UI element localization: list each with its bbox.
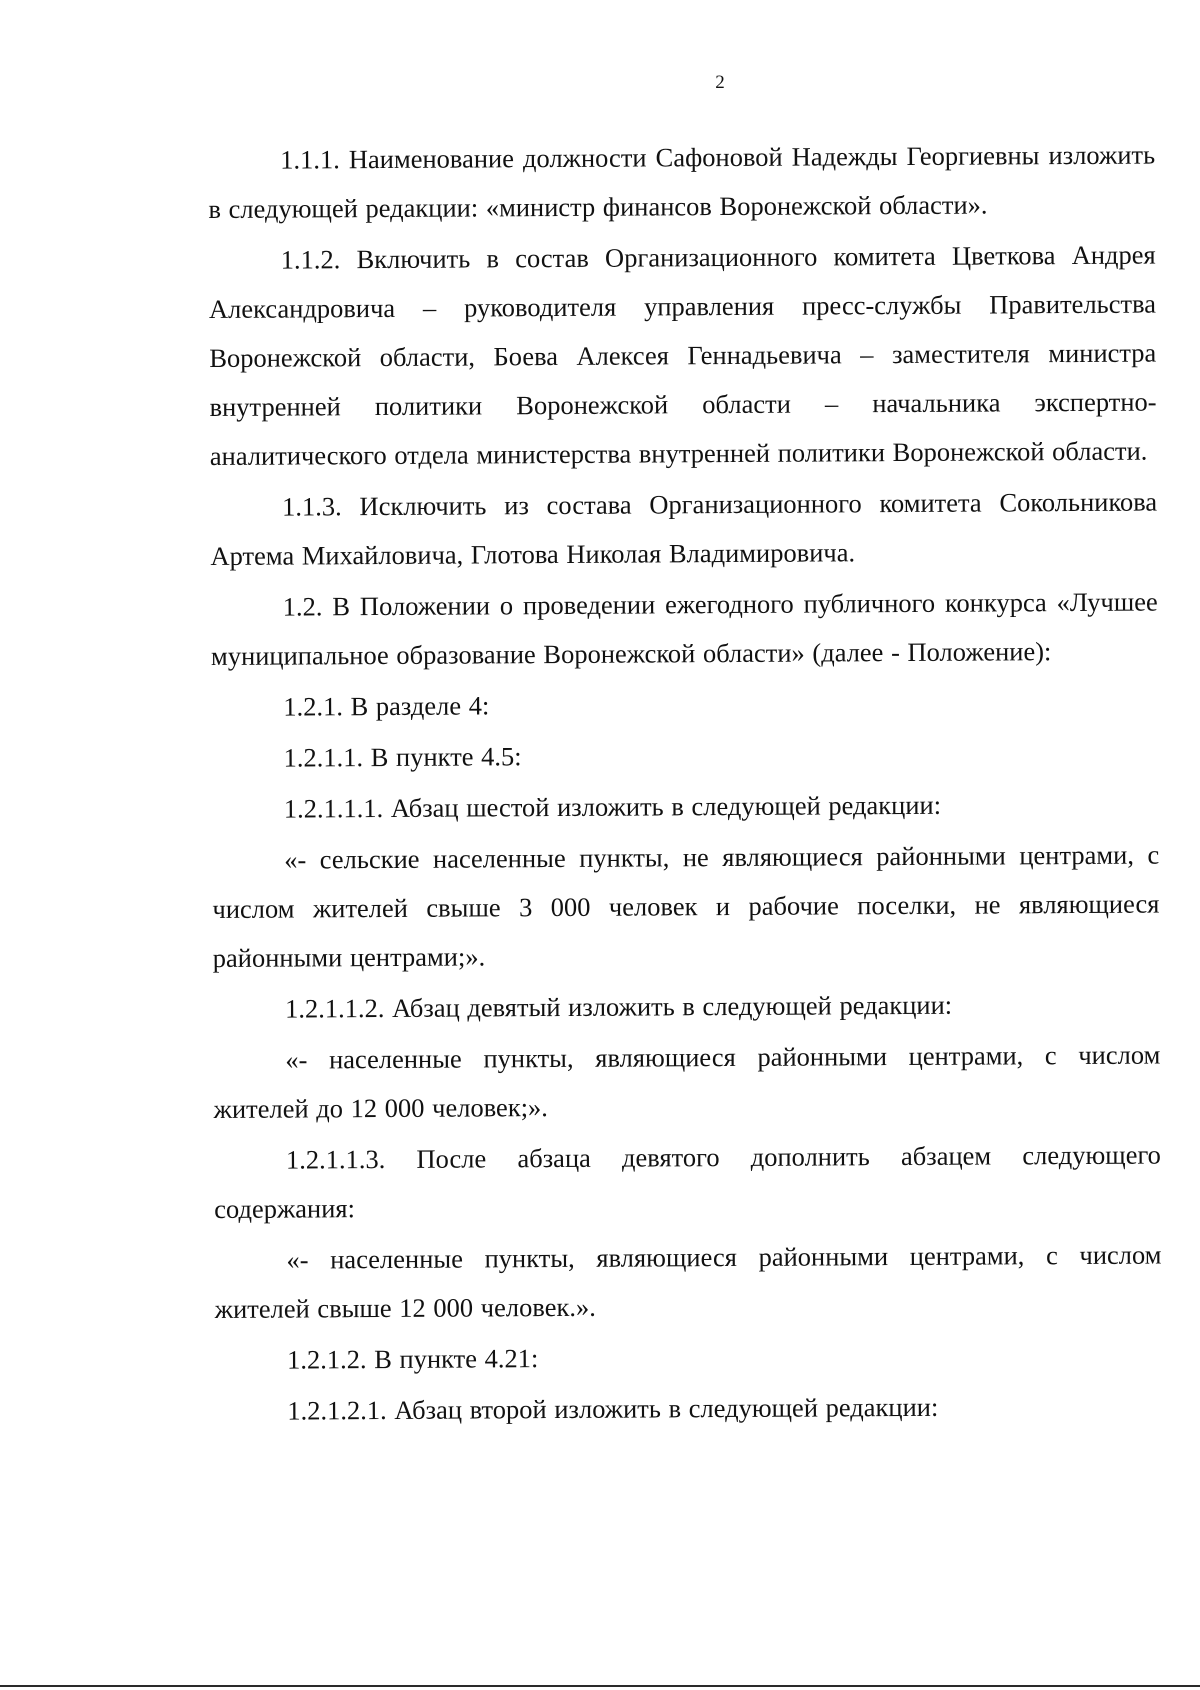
quote-rural-settlements: «- сельские населенные пункты, не являющиеся районными центрами, с числом жителей свыше 3 000 человек и рабочие поселки, не являющиеся районными центрами;». bbox=[212, 839, 1160, 973]
paragraph-1-2-1-1-2: 1.2.1.1.2. Абзац девятый изложить в следующей редакции: bbox=[284, 989, 953, 1024]
quote-settlements-up-to-12000: «- населенные пункты, являющиеся районными центрами, с числом жителей до 12 000 человек;». bbox=[213, 1039, 1161, 1124]
paragraph-1-2-1-2-1: 1.2.1.2.1. Абзац второй изложить в следующей редакции: bbox=[287, 1391, 939, 1426]
page-number: 2 bbox=[715, 72, 725, 93]
paragraph-1-2: 1.2. В Положении о проведении ежегодного публичного конкурса «Лучшее муниципальное образование Воронежской области» (далее - Положение): bbox=[210, 586, 1158, 671]
paragraph-1-2-1-1-3: 1.2.1.1.3. После абзаца девятого дополнить абзацем следующего содержания: bbox=[214, 1139, 1161, 1224]
paragraph-1-1-2: 1.1.2. Включить в состав Организационного комитета Цветкова Андрея Александровича – руководителя управления пресс-службы Правительства Воронежской области, Боева Алексея Геннадьевича – заместителя министра внутренней политики Воронежской области – начальника экспертно-аналитического отдела министерства внутренней политики Воронежской области. bbox=[208, 239, 1157, 471]
paragraph-1-2-1: 1.2.1. В разделе 4: bbox=[283, 690, 490, 722]
paragraph-1-1-3: 1.1.3. Исключить из состава Организационного комитета Сокольникова Артема Михайловича, Глотова Николая Владимировича. bbox=[210, 486, 1158, 571]
page-bottom-rule bbox=[0, 1685, 1200, 1687]
document-body bbox=[208, 131, 1162, 1438]
paragraph-1-2-1-1-1: 1.2.1.1.1. Абзац шестой изложить в следующей редакции: bbox=[283, 789, 942, 824]
paragraph-1-2-1-1: 1.2.1.1. В пункте 4.5: bbox=[283, 741, 522, 773]
quote-settlements-over-12000: «- населенные пункты, являющиеся районными центрами, с числом жителей свыше 12 000 человек.». bbox=[214, 1239, 1162, 1324]
paragraph-1-2-1-2: 1.2.1.2. В пункте 4.21: bbox=[286, 1343, 539, 1375]
paragraph-1-1-1: 1.1.1. Наименование должности Сафоновой Надежды Георгиевны изложить в следующей редакции: «министр финансов Воронежской области». bbox=[208, 139, 1156, 224]
